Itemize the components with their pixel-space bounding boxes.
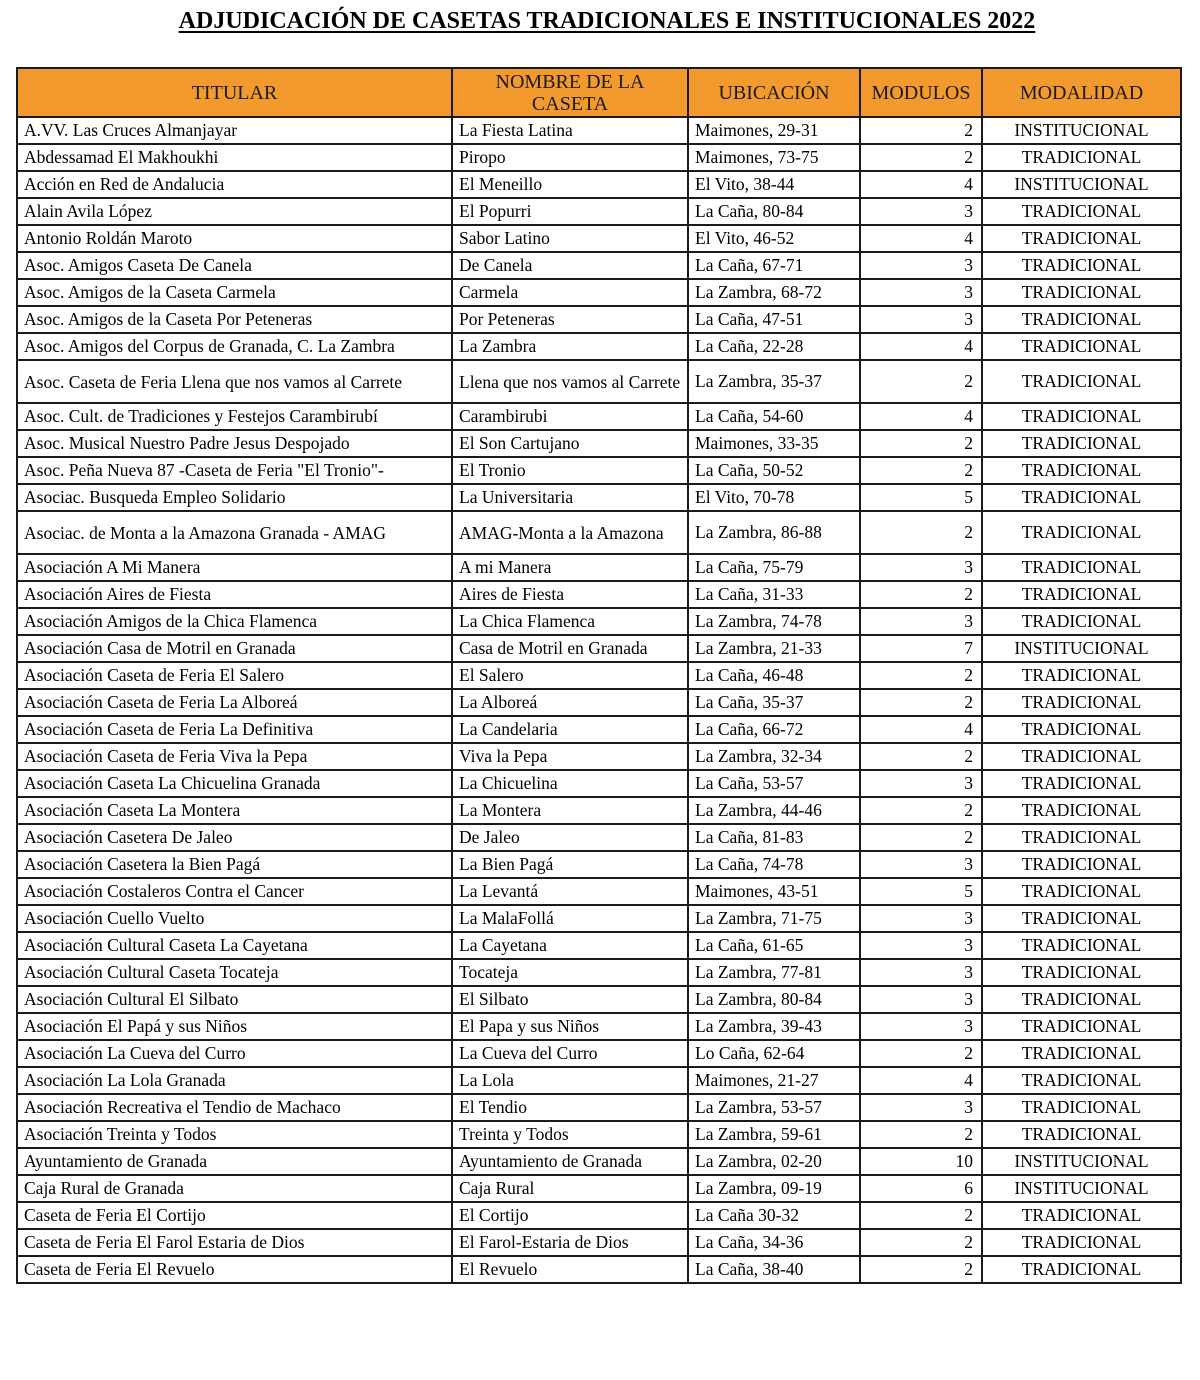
cell-ubicacion: La Caña, 38-40 bbox=[688, 1256, 860, 1283]
cell-modulos: 3 bbox=[860, 198, 982, 225]
cell-titular: Asociac. Busqueda Empleo Solidario bbox=[17, 484, 452, 511]
cell-nombre-caseta: Treinta y Todos bbox=[452, 1121, 688, 1148]
table-row bbox=[17, 1013, 1181, 1040]
cell-modulos: 2 bbox=[860, 1202, 982, 1229]
cell-nombre-caseta: Por Peteneras bbox=[452, 306, 688, 333]
table-body bbox=[17, 117, 1181, 1283]
cell-ubicacion: La Zambra, 71-75 bbox=[688, 905, 860, 932]
cell-modulos: 2 bbox=[860, 743, 982, 770]
table-row bbox=[17, 770, 1181, 797]
cell-modalidad: TRADICIONAL bbox=[982, 932, 1181, 959]
cell-modalidad: INSTITUCIONAL bbox=[982, 117, 1181, 144]
cell-ubicacion: La Zambra, 86-88 bbox=[688, 511, 860, 554]
cell-modulos: 3 bbox=[860, 306, 982, 333]
cell-ubicacion: La Zambra, 32-34 bbox=[688, 743, 860, 770]
cell-modalidad: TRADICIONAL bbox=[982, 689, 1181, 716]
cell-modalidad: TRADICIONAL bbox=[982, 662, 1181, 689]
cell-titular: Asociación Casetera la Bien Pagá bbox=[17, 851, 452, 878]
cell-nombre-caseta: La Bien Pagá bbox=[452, 851, 688, 878]
cell-titular: Caseta de Feria El Cortijo bbox=[17, 1202, 452, 1229]
table-row bbox=[17, 117, 1181, 144]
cell-titular: Asociación Costaleros Contra el Cancer bbox=[17, 878, 452, 905]
cell-nombre-caseta: La Chica Flamenca bbox=[452, 608, 688, 635]
table-row bbox=[17, 403, 1181, 430]
cell-titular: Asociación Recreativa el Tendio de Machaco bbox=[17, 1094, 452, 1121]
table-row bbox=[17, 905, 1181, 932]
cell-modulos: 3 bbox=[860, 932, 982, 959]
table-row bbox=[17, 1067, 1181, 1094]
table-row bbox=[17, 252, 1181, 279]
cell-titular: Asoc. Amigos del Corpus de Granada, C. La Zambra bbox=[17, 333, 452, 360]
cell-modalidad: TRADICIONAL bbox=[982, 1040, 1181, 1067]
cell-nombre-caseta: El Revuelo bbox=[452, 1256, 688, 1283]
cell-modalidad: TRADICIONAL bbox=[982, 198, 1181, 225]
cell-ubicacion: La Caña, 35-37 bbox=[688, 689, 860, 716]
cell-modulos: 2 bbox=[860, 797, 982, 824]
cell-modulos: 3 bbox=[860, 1013, 982, 1040]
cell-ubicacion: Maimones, 21-27 bbox=[688, 1067, 860, 1094]
table-row bbox=[17, 1256, 1181, 1283]
cell-titular: Asoc. Caseta de Feria Llena que nos vamos al Carrete bbox=[17, 360, 452, 403]
cell-titular: Asociación Caseta de Feria El Salero bbox=[17, 662, 452, 689]
cell-ubicacion: La Zambra, 77-81 bbox=[688, 959, 860, 986]
cell-titular: Asoc. Amigos de la Caseta Por Peteneras bbox=[17, 306, 452, 333]
cell-ubicacion: La Caña, 80-84 bbox=[688, 198, 860, 225]
cell-ubicacion: Lo Caña, 62-64 bbox=[688, 1040, 860, 1067]
cell-modulos: 2 bbox=[860, 1229, 982, 1256]
cell-nombre-caseta: La Zambra bbox=[452, 333, 688, 360]
table-row bbox=[17, 171, 1181, 198]
cell-modalidad: TRADICIONAL bbox=[982, 581, 1181, 608]
table-row bbox=[17, 662, 1181, 689]
cell-nombre-caseta: La Candelaria bbox=[452, 716, 688, 743]
table-row bbox=[17, 457, 1181, 484]
cell-nombre-caseta: El Cortijo bbox=[452, 1202, 688, 1229]
cell-modulos: 2 bbox=[860, 824, 982, 851]
column-header-titular: TITULAR bbox=[17, 68, 452, 117]
cell-titular: Asociación Cultural Caseta La Cayetana bbox=[17, 932, 452, 959]
cell-ubicacion: La Caña, 46-48 bbox=[688, 662, 860, 689]
cell-nombre-caseta: El Son Cartujano bbox=[452, 430, 688, 457]
cell-ubicacion: Maimones, 33-35 bbox=[688, 430, 860, 457]
cell-modulos: 4 bbox=[860, 716, 982, 743]
cell-modalidad: TRADICIONAL bbox=[982, 144, 1181, 171]
cell-modulos: 2 bbox=[860, 689, 982, 716]
cell-titular: Asociación La Lola Granada bbox=[17, 1067, 452, 1094]
cell-nombre-caseta: Carambirubi bbox=[452, 403, 688, 430]
cell-nombre-caseta: Caja Rural bbox=[452, 1175, 688, 1202]
cell-modalidad: TRADICIONAL bbox=[982, 1202, 1181, 1229]
cell-ubicacion: La Zambra, 21-33 bbox=[688, 635, 860, 662]
cell-titular: Asociación Amigos de la Chica Flamenca bbox=[17, 608, 452, 635]
table-row bbox=[17, 484, 1181, 511]
cell-modalidad: TRADICIONAL bbox=[982, 716, 1181, 743]
cell-modalidad: TRADICIONAL bbox=[982, 252, 1181, 279]
cell-modulos: 7 bbox=[860, 635, 982, 662]
cell-titular: Asociación Casa de Motril en Granada bbox=[17, 635, 452, 662]
table-row bbox=[17, 1229, 1181, 1256]
cell-nombre-caseta: El Tronio bbox=[452, 457, 688, 484]
cell-ubicacion: La Caña, 34-36 bbox=[688, 1229, 860, 1256]
cell-ubicacion: La Zambra, 59-61 bbox=[688, 1121, 860, 1148]
cell-titular: Asociac. de Monta a la Amazona Granada - AMAG bbox=[17, 511, 452, 554]
cell-modulos: 2 bbox=[860, 457, 982, 484]
cell-modulos: 2 bbox=[860, 1121, 982, 1148]
cell-modalidad: TRADICIONAL bbox=[982, 1121, 1181, 1148]
cell-ubicacion: La Zambra, 68-72 bbox=[688, 279, 860, 306]
cell-modalidad: TRADICIONAL bbox=[982, 457, 1181, 484]
cell-modalidad: INSTITUCIONAL bbox=[982, 171, 1181, 198]
cell-titular: Caseta de Feria El Farol Estaria de Dios bbox=[17, 1229, 452, 1256]
cell-modalidad: INSTITUCIONAL bbox=[982, 1148, 1181, 1175]
cell-nombre-caseta: Sabor Latino bbox=[452, 225, 688, 252]
table-row bbox=[17, 1121, 1181, 1148]
cell-modulos: 4 bbox=[860, 403, 982, 430]
table-row bbox=[17, 608, 1181, 635]
column-header-nombre-caseta: NOMBRE DE LA CASETA bbox=[452, 68, 688, 117]
cell-titular: Asociación Caseta de Feria La Definitiva bbox=[17, 716, 452, 743]
cell-modulos: 3 bbox=[860, 608, 982, 635]
cell-titular: Asociación Caseta de Feria Viva la Pepa bbox=[17, 743, 452, 770]
cell-titular: Asociación Caseta La Montera bbox=[17, 797, 452, 824]
cell-ubicacion: Maimones, 73-75 bbox=[688, 144, 860, 171]
cell-ubicacion: La Zambra, 74-78 bbox=[688, 608, 860, 635]
cell-titular: Asoc. Peña Nueva 87 -Caseta de Feria "El Tronio"- bbox=[17, 457, 452, 484]
cell-modulos: 3 bbox=[860, 252, 982, 279]
table-row bbox=[17, 360, 1181, 403]
cell-titular: Asoc. Amigos de la Caseta Carmela bbox=[17, 279, 452, 306]
cell-titular: A.VV. Las Cruces Almanjayar bbox=[17, 117, 452, 144]
cell-nombre-caseta: AMAG-Monta a la Amazona bbox=[452, 511, 688, 554]
cell-modulos: 3 bbox=[860, 986, 982, 1013]
cell-modalidad: INSTITUCIONAL bbox=[982, 1175, 1181, 1202]
table-row bbox=[17, 144, 1181, 171]
cell-modalidad: TRADICIONAL bbox=[982, 743, 1181, 770]
table-row bbox=[17, 554, 1181, 581]
assignments-table bbox=[16, 67, 1182, 1284]
cell-nombre-caseta: La MalaFollá bbox=[452, 905, 688, 932]
cell-modalidad: TRADICIONAL bbox=[982, 824, 1181, 851]
cell-ubicacion: La Caña, 74-78 bbox=[688, 851, 860, 878]
cell-modalidad: TRADICIONAL bbox=[982, 959, 1181, 986]
cell-nombre-caseta: El Tendio bbox=[452, 1094, 688, 1121]
cell-modalidad: TRADICIONAL bbox=[982, 797, 1181, 824]
cell-titular: Asoc. Musical Nuestro Padre Jesus Despojado bbox=[17, 430, 452, 457]
cell-ubicacion: La Zambra, 44-46 bbox=[688, 797, 860, 824]
table-row bbox=[17, 986, 1181, 1013]
cell-titular: Acción en Red de Andalucia bbox=[17, 171, 452, 198]
cell-nombre-caseta: De Canela bbox=[452, 252, 688, 279]
table-row bbox=[17, 743, 1181, 770]
cell-ubicacion: La Caña, 47-51 bbox=[688, 306, 860, 333]
cell-ubicacion: El Vito, 38-44 bbox=[688, 171, 860, 198]
cell-modalidad: TRADICIONAL bbox=[982, 986, 1181, 1013]
column-header-modalidad: MODALIDAD bbox=[982, 68, 1181, 117]
cell-modalidad: TRADICIONAL bbox=[982, 333, 1181, 360]
table-row bbox=[17, 225, 1181, 252]
cell-modulos: 4 bbox=[860, 1067, 982, 1094]
cell-ubicacion: La Caña, 81-83 bbox=[688, 824, 860, 851]
cell-nombre-caseta: Carmela bbox=[452, 279, 688, 306]
cell-titular: Asoc. Cult. de Tradiciones y Festejos Carambirubí bbox=[17, 403, 452, 430]
cell-modulos: 3 bbox=[860, 851, 982, 878]
cell-modulos: 2 bbox=[860, 1256, 982, 1283]
cell-ubicacion: La Caña, 22-28 bbox=[688, 333, 860, 360]
cell-modulos: 2 bbox=[860, 662, 982, 689]
cell-nombre-caseta: Viva la Pepa bbox=[452, 743, 688, 770]
cell-nombre-caseta: La Cueva del Curro bbox=[452, 1040, 688, 1067]
cell-titular: Asociación Casetera De Jaleo bbox=[17, 824, 452, 851]
cell-ubicacion: La Caña 30-32 bbox=[688, 1202, 860, 1229]
cell-titular: Asociación Cuello Vuelto bbox=[17, 905, 452, 932]
cell-ubicacion: La Caña, 53-57 bbox=[688, 770, 860, 797]
cell-ubicacion: La Zambra, 35-37 bbox=[688, 360, 860, 403]
cell-modulos: 3 bbox=[860, 279, 982, 306]
cell-ubicacion: El Vito, 46-52 bbox=[688, 225, 860, 252]
cell-modulos: 4 bbox=[860, 333, 982, 360]
table-header-row bbox=[17, 68, 1181, 117]
table-row bbox=[17, 878, 1181, 905]
column-header-ubicacion: UBICACIÓN bbox=[688, 68, 860, 117]
cell-modulos: 3 bbox=[860, 905, 982, 932]
cell-modulos: 2 bbox=[860, 117, 982, 144]
cell-nombre-caseta: Aires de Fiesta bbox=[452, 581, 688, 608]
cell-modalidad: TRADICIONAL bbox=[982, 1094, 1181, 1121]
cell-nombre-caseta: El Silbato bbox=[452, 986, 688, 1013]
cell-titular: Caja Rural de Granada bbox=[17, 1175, 452, 1202]
cell-nombre-caseta: Llena que nos vamos al Carrete bbox=[452, 360, 688, 403]
table-row bbox=[17, 581, 1181, 608]
cell-titular: Antonio Roldán Maroto bbox=[17, 225, 452, 252]
cell-titular: Alain Avila López bbox=[17, 198, 452, 225]
cell-nombre-caseta: Casa de Motril en Granada bbox=[452, 635, 688, 662]
table-row bbox=[17, 306, 1181, 333]
cell-nombre-caseta: La Chicuelina bbox=[452, 770, 688, 797]
cell-ubicacion: La Caña, 31-33 bbox=[688, 581, 860, 608]
cell-titular: Asociación Aires de Fiesta bbox=[17, 581, 452, 608]
table-row bbox=[17, 198, 1181, 225]
cell-modalidad: INSTITUCIONAL bbox=[982, 635, 1181, 662]
cell-modalidad: TRADICIONAL bbox=[982, 851, 1181, 878]
cell-nombre-caseta: La Alboreá bbox=[452, 689, 688, 716]
cell-ubicacion: Maimones, 43-51 bbox=[688, 878, 860, 905]
table-row bbox=[17, 1094, 1181, 1121]
cell-nombre-caseta: El Farol-Estaria de Dios bbox=[452, 1229, 688, 1256]
cell-nombre-caseta: Piropo bbox=[452, 144, 688, 171]
table-row bbox=[17, 1040, 1181, 1067]
cell-titular: Asociación Treinta y Todos bbox=[17, 1121, 452, 1148]
table-row bbox=[17, 932, 1181, 959]
cell-ubicacion: La Zambra, 09-19 bbox=[688, 1175, 860, 1202]
cell-modulos: 2 bbox=[860, 144, 982, 171]
cell-modulos: 6 bbox=[860, 1175, 982, 1202]
cell-modalidad: TRADICIONAL bbox=[982, 225, 1181, 252]
cell-titular: Asociación La Cueva del Curro bbox=[17, 1040, 452, 1067]
cell-modalidad: TRADICIONAL bbox=[982, 770, 1181, 797]
cell-nombre-caseta: De Jaleo bbox=[452, 824, 688, 851]
cell-nombre-caseta: El Salero bbox=[452, 662, 688, 689]
cell-ubicacion: La Zambra, 39-43 bbox=[688, 1013, 860, 1040]
cell-ubicacion: La Caña, 50-52 bbox=[688, 457, 860, 484]
cell-ubicacion: La Zambra, 02-20 bbox=[688, 1148, 860, 1175]
cell-modulos: 2 bbox=[860, 430, 982, 457]
cell-modulos: 4 bbox=[860, 171, 982, 198]
cell-nombre-caseta: El Meneillo bbox=[452, 171, 688, 198]
document-title: ADJUDICACIÓN DE CASETAS TRADICIONALES E INSTITUCIONALES 2022 bbox=[178, 8, 1036, 34]
cell-nombre-caseta: Tocateja bbox=[452, 959, 688, 986]
cell-modulos: 2 bbox=[860, 1040, 982, 1067]
table-row bbox=[17, 511, 1181, 554]
table-row bbox=[17, 689, 1181, 716]
table-row bbox=[17, 1202, 1181, 1229]
cell-nombre-caseta: La Cayetana bbox=[452, 932, 688, 959]
column-header-modulos: MODULOS bbox=[860, 68, 982, 117]
cell-modalidad: TRADICIONAL bbox=[982, 1229, 1181, 1256]
cell-modalidad: TRADICIONAL bbox=[982, 608, 1181, 635]
cell-modulos: 3 bbox=[860, 959, 982, 986]
cell-titular: Asoc. Amigos Caseta De Canela bbox=[17, 252, 452, 279]
cell-modalidad: TRADICIONAL bbox=[982, 484, 1181, 511]
table-row bbox=[17, 851, 1181, 878]
cell-titular: Asociación A Mi Manera bbox=[17, 554, 452, 581]
cell-modulos: 5 bbox=[860, 878, 982, 905]
cell-ubicacion: Maimones, 29-31 bbox=[688, 117, 860, 144]
cell-modalidad: TRADICIONAL bbox=[982, 430, 1181, 457]
cell-modulos: 2 bbox=[860, 360, 982, 403]
cell-nombre-caseta: A mi Manera bbox=[452, 554, 688, 581]
cell-titular: Caseta de Feria El Revuelo bbox=[17, 1256, 452, 1283]
cell-modulos: 3 bbox=[860, 1094, 982, 1121]
cell-nombre-caseta: Ayuntamiento de Granada bbox=[452, 1148, 688, 1175]
cell-ubicacion: La Caña, 67-71 bbox=[688, 252, 860, 279]
cell-titular: Abdessamad El Makhoukhi bbox=[17, 144, 452, 171]
cell-titular: Asociación Cultural Caseta Tocateja bbox=[17, 959, 452, 986]
table-row bbox=[17, 635, 1181, 662]
cell-nombre-caseta: La Fiesta Latina bbox=[452, 117, 688, 144]
table-row bbox=[17, 430, 1181, 457]
cell-ubicacion: La Caña, 66-72 bbox=[688, 716, 860, 743]
cell-modalidad: TRADICIONAL bbox=[982, 1013, 1181, 1040]
cell-modalidad: TRADICIONAL bbox=[982, 306, 1181, 333]
cell-modalidad: TRADICIONAL bbox=[982, 905, 1181, 932]
cell-modalidad: TRADICIONAL bbox=[982, 878, 1181, 905]
cell-modalidad: TRADICIONAL bbox=[982, 1067, 1181, 1094]
cell-nombre-caseta: El Papa y sus Niños bbox=[452, 1013, 688, 1040]
table-row bbox=[17, 1148, 1181, 1175]
cell-nombre-caseta: La Universitaria bbox=[452, 484, 688, 511]
cell-titular: Ayuntamiento de Granada bbox=[17, 1148, 452, 1175]
table-row bbox=[17, 716, 1181, 743]
cell-nombre-caseta: La Lola bbox=[452, 1067, 688, 1094]
cell-modulos: 3 bbox=[860, 770, 982, 797]
cell-modulos: 2 bbox=[860, 581, 982, 608]
table-row bbox=[17, 279, 1181, 306]
cell-modalidad: TRADICIONAL bbox=[982, 360, 1181, 403]
cell-modalidad: TRADICIONAL bbox=[982, 403, 1181, 430]
cell-ubicacion: La Caña, 54-60 bbox=[688, 403, 860, 430]
cell-modulos: 2 bbox=[860, 511, 982, 554]
cell-titular: Asociación El Papá y sus Niños bbox=[17, 1013, 452, 1040]
cell-ubicacion: La Zambra, 53-57 bbox=[688, 1094, 860, 1121]
cell-modulos: 4 bbox=[860, 225, 982, 252]
cell-modulos: 5 bbox=[860, 484, 982, 511]
cell-titular: Asociación Cultural El Silbato bbox=[17, 986, 452, 1013]
cell-modalidad: TRADICIONAL bbox=[982, 511, 1181, 554]
cell-modalidad: TRADICIONAL bbox=[982, 1256, 1181, 1283]
cell-modulos: 10 bbox=[860, 1148, 982, 1175]
cell-ubicacion: La Zambra, 80-84 bbox=[688, 986, 860, 1013]
table-row bbox=[17, 824, 1181, 851]
cell-titular: Asociación Caseta de Feria La Alboreá bbox=[17, 689, 452, 716]
cell-modalidad: TRADICIONAL bbox=[982, 279, 1181, 306]
cell-ubicacion: La Caña, 75-79 bbox=[688, 554, 860, 581]
cell-ubicacion: El Vito, 70-78 bbox=[688, 484, 860, 511]
cell-modulos: 3 bbox=[860, 554, 982, 581]
cell-titular: Asociación Caseta La Chicuelina Granada bbox=[17, 770, 452, 797]
cell-ubicacion: La Caña, 61-65 bbox=[688, 932, 860, 959]
table-row bbox=[17, 1175, 1181, 1202]
table-row bbox=[17, 333, 1181, 360]
cell-modalidad: TRADICIONAL bbox=[982, 554, 1181, 581]
table-row bbox=[17, 959, 1181, 986]
cell-nombre-caseta: El Popurri bbox=[452, 198, 688, 225]
table-row bbox=[17, 797, 1181, 824]
cell-nombre-caseta: La Montera bbox=[452, 797, 688, 824]
cell-nombre-caseta: La Levantá bbox=[452, 878, 688, 905]
